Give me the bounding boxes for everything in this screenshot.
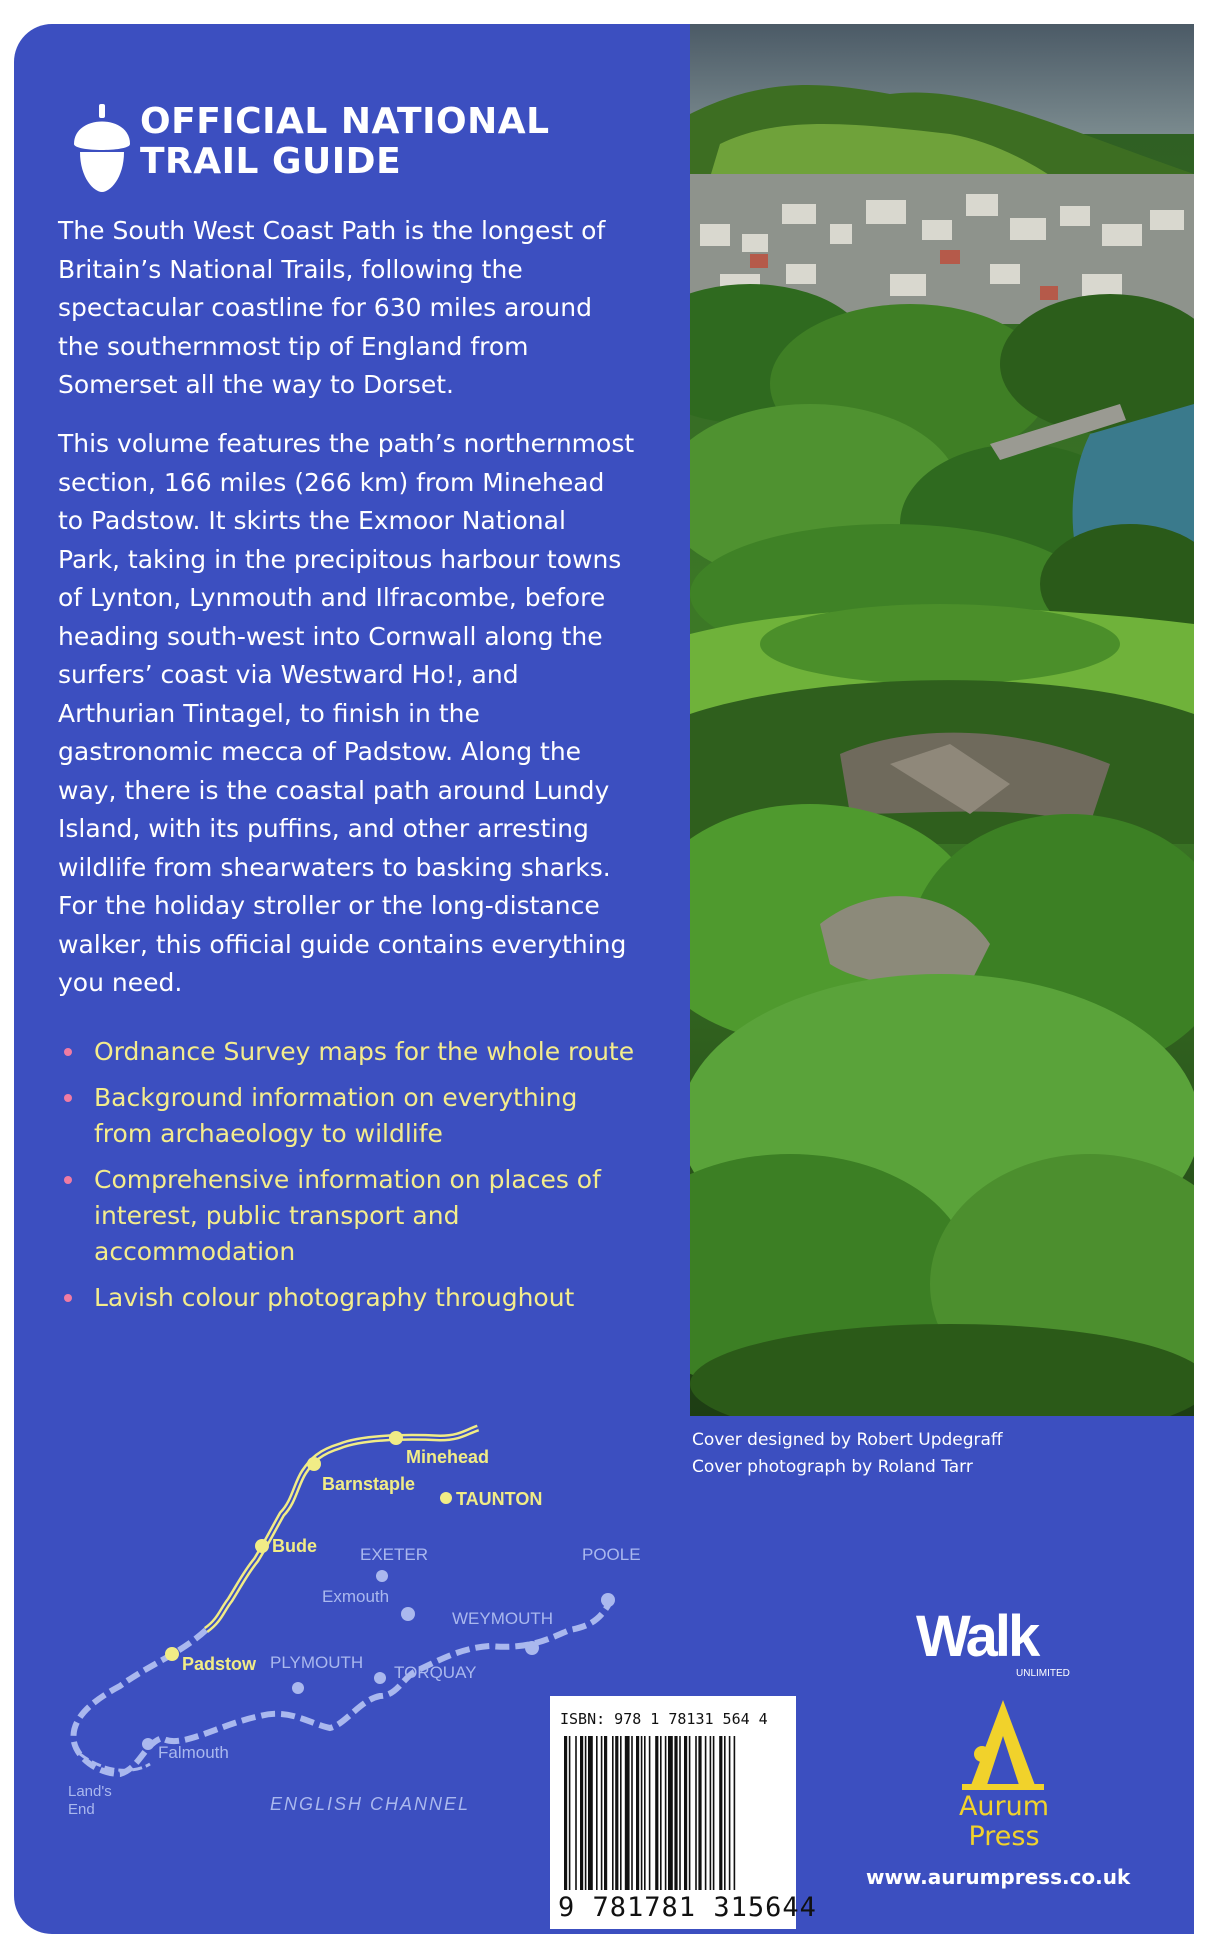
text-line: wildlife from shearwaters to basking sharks. [58, 852, 611, 882]
photographer-credit: Cover photograph by Roland Tarr [692, 1457, 973, 1477]
ean-digits [558, 1892, 817, 1923]
designer-credit: Cover designed by Robert Updegraff [692, 1430, 1003, 1450]
aurum-press-logo-icon [958, 1696, 1048, 1794]
barcode-bar [649, 1736, 651, 1890]
feature-line: from archaeology to wildlife [94, 1119, 443, 1148]
barcode-bar [588, 1736, 593, 1890]
feature-line: accommodation [94, 1237, 296, 1266]
text-line: Island, with its puffins, and other arresting [58, 814, 589, 843]
isbn-number: ISBN: 978 1 78131 564 4 [560, 1710, 768, 1728]
barcode-bar [710, 1736, 712, 1890]
walk-logo-subtext: UNLIMITED [1016, 1668, 1070, 1679]
map-label-barnstaple: Barnstaple [322, 1474, 416, 1494]
text-line: Park, taking in the precipitous harbour towns [58, 544, 622, 574]
map-label-minehead: Minehead [406, 1447, 490, 1467]
barcode-bar [713, 1736, 715, 1890]
text-line: This volume features the path’s northernmost [58, 429, 635, 458]
book-back-cover [14, 24, 1194, 1934]
barcode-bar [655, 1736, 658, 1890]
text-line: section, 166 miles (266 km) from Minehead [58, 467, 605, 497]
barcode-bar [612, 1736, 614, 1890]
barcode-bar [636, 1736, 639, 1890]
barcode-bar [665, 1736, 667, 1890]
barcode-bar [660, 1736, 662, 1890]
aurum-name-line-2: Press [968, 1821, 1040, 1852]
barcode-bar [641, 1736, 643, 1890]
text-line: spectacular coastline for 630 miles around [58, 293, 592, 322]
feature-line: Comprehensive information on places of [94, 1165, 601, 1194]
feature-item [58, 1034, 658, 1070]
map-label-padstow: Padstow [182, 1654, 257, 1674]
text-line: surfers’ coast via Westward Ho!, and [58, 660, 519, 689]
feature-line: interest, public transport and [94, 1201, 460, 1230]
map-label-exeter: EXETER [360, 1545, 429, 1564]
text-line: way, there is the coastal path around Lundy [58, 775, 610, 805]
map-label-plymouth: PLYMOUTH [270, 1653, 364, 1672]
map-label-english-channel: ENGLISH CHANNEL [270, 1794, 471, 1814]
series-title-line-1: OFFICIAL NATIONAL [140, 101, 550, 142]
barcode-bar [705, 1736, 707, 1890]
barcode-bar [625, 1736, 630, 1890]
map-label-falmouth: Falmouth [158, 1743, 229, 1762]
walk-unlimited-logo [916, 1596, 1086, 1682]
text-line: Arthurian Tintagel, to finish in the [58, 698, 480, 728]
map-label-lands-end-line-2: End [68, 1801, 95, 1818]
feature-line: Ordnance Survey maps for the whole route [94, 1037, 635, 1066]
barcode-bar [569, 1736, 571, 1890]
text-line: of Lynton, Lynmouth and Ilfracombe, before [58, 583, 606, 612]
aurum-name-line-1: Aurum [958, 1791, 1050, 1822]
barcode-bar [644, 1736, 646, 1890]
barcode-bar [734, 1736, 736, 1890]
map-label-poole: POOLE [582, 1545, 641, 1564]
feature-line: Background information on everything [94, 1083, 578, 1112]
intro-paragraph [58, 212, 648, 405]
map-label-taunton: TAUNTON [456, 1489, 543, 1509]
text-line: you need. [58, 968, 183, 997]
map-label-exmouth: Exmouth [322, 1587, 390, 1606]
text-line: the southernmost tip of England from [58, 331, 529, 361]
description-paragraph [58, 425, 648, 1003]
feature-item [58, 1280, 658, 1316]
bullet-dot-icon [64, 1048, 72, 1056]
map-label-weymouth: WEYMOUTH [452, 1609, 554, 1628]
map-label-bude: Bude [272, 1536, 317, 1556]
feature-item [58, 1080, 658, 1152]
barcode-bar [596, 1736, 598, 1890]
barcode-bar [615, 1736, 618, 1890]
barcode-bar [575, 1736, 577, 1890]
barcode-bar [679, 1736, 681, 1890]
barcode-bar [631, 1736, 633, 1890]
text-line: walker, this official guide contains everything [58, 929, 627, 959]
barcode-bar [585, 1736, 587, 1890]
barcode-bar [689, 1736, 691, 1890]
ean-first-digit: 9 [558, 1892, 576, 1923]
barcode-bar [564, 1736, 567, 1890]
text-line: Britain’s National Trails, following the [58, 254, 523, 284]
text-line: The South West Coast Path is the longest of [58, 216, 606, 245]
barcode-bar [620, 1736, 622, 1890]
barcode-bar [684, 1736, 687, 1890]
text-line: For the holiday stroller or the long-distance [58, 891, 600, 920]
barcode [564, 1736, 782, 1890]
acorn-icon [66, 100, 138, 196]
publisher-website: www.aurumpress.co.uk [866, 1865, 1131, 1889]
barcode-bar [719, 1736, 722, 1890]
barcode-panel [550, 1696, 817, 1929]
map-label-lands-end [68, 1783, 116, 1818]
map-label-lands-end-line-1: Land's [68, 1783, 112, 1800]
bullet-dot-icon [64, 1094, 72, 1102]
bullet-dot-icon [64, 1294, 72, 1302]
text-line: gastronomic mecca of Padstow. Along the [58, 737, 582, 766]
walk-logo-text: Walk [916, 1604, 1038, 1669]
ean-right-digits: 315644 [713, 1892, 817, 1923]
barcode-bar [674, 1736, 677, 1890]
feature-line: Lavish colour photography throughout [94, 1283, 575, 1312]
ean-left-digits: 781781 [592, 1892, 697, 1923]
text-line: Somerset all the way to Dorset. [58, 370, 454, 399]
barcode-bar [604, 1736, 607, 1890]
bullet-dot-icon [64, 1176, 72, 1184]
barcode-bar [698, 1736, 701, 1890]
barcode-bar [729, 1736, 731, 1890]
feature-list [58, 1034, 658, 1326]
map-label-torquay: TORQUAY [394, 1663, 477, 1682]
series-title-line-2: TRAIL GUIDE [140, 141, 402, 182]
barcode-bar [580, 1736, 583, 1890]
barcode-bar [695, 1736, 697, 1890]
barcode-bar [724, 1736, 726, 1890]
barcode-bar [668, 1736, 673, 1890]
feature-item [58, 1162, 658, 1270]
text-line: to Padstow. It skirts the Exmoor National [58, 506, 566, 535]
series-title [140, 102, 550, 182]
text-line: heading south-west into Cornwall along the [58, 621, 603, 651]
cover-photograph [690, 24, 1194, 1416]
aurum-press-name [944, 1792, 1064, 1852]
barcode-bar [601, 1736, 603, 1890]
